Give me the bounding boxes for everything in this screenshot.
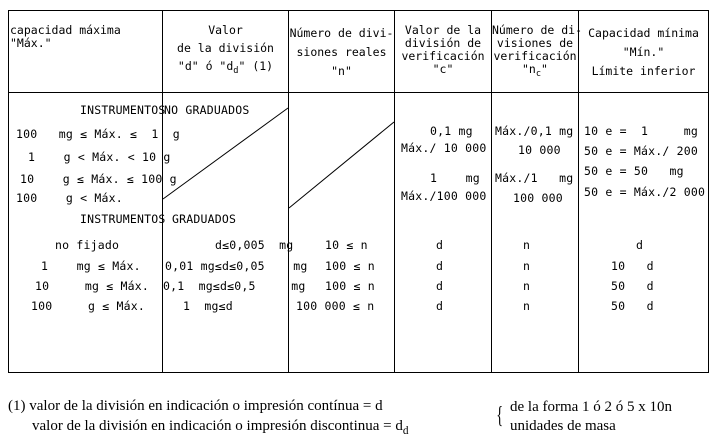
footnote-side-2: unidades de masa	[510, 418, 616, 434]
footnote-line-1: (1) valor de la división en indicación o impresión contínua = d	[8, 398, 383, 414]
g-c-3: d	[436, 299, 444, 313]
footnote-brace: {	[496, 403, 504, 429]
ng-verif-c-2: 1 mg	[430, 171, 480, 185]
section-label-no-graduados-right: NO GRADUADOS	[164, 103, 250, 117]
g-nc-3: n	[523, 299, 531, 313]
section-label-graduados-right: GRADUADOS	[172, 212, 237, 226]
ng-capacidad-3: 100 g < Máx.	[16, 191, 123, 205]
g-min-1: 10 d	[611, 259, 654, 273]
header-valor-verificacion: Valor de la división de verificación "c"	[401, 23, 485, 76]
g-capacidad-1: 1 mg ≤ Máx.	[41, 259, 141, 273]
g-capacidad-0: no fijado	[55, 238, 120, 252]
g-c-0: d	[436, 238, 444, 252]
g-valor-0: d≤0,005 mg	[215, 238, 294, 252]
header-capacidad-maxima: capacidad máxima "Máx."	[10, 23, 121, 50]
ng-capacidad-1: 1 g < Máx. < 10 g	[28, 150, 171, 164]
ng-capacidad-2: 10 g ≤ Máx. ≤ 100 g	[20, 172, 177, 186]
ng-minima-0: 10 e = 1 mg	[584, 124, 698, 138]
ng-minima-2: 50 e = 50 mg	[584, 164, 684, 178]
header-capacidad-minima: Capacidad mínima "Mín." Límite inferior	[588, 26, 699, 78]
g-valor-1: 0,01 mg≤d≤0,05 mg	[165, 259, 308, 273]
footnote-side-1: de la forma 1 ó 2 ó 5 x 10n	[510, 399, 673, 415]
ng-verif-c-0: 0,1 mg	[430, 124, 473, 138]
section-label-no-graduados-left: INSTRUMENTOS	[80, 103, 166, 117]
g-valor-2: 0,1 mg≤d≤0,5 mg	[163, 279, 306, 293]
g-min-3: 50 d	[611, 299, 654, 313]
ng-verif-c-3: Máx./100 000	[401, 189, 487, 203]
g-c-1: d	[436, 259, 444, 273]
ng-verif-n-1: 10 000	[518, 143, 561, 157]
header-numero-divisiones: Número de divi- siones reales "n"	[289, 26, 394, 78]
g-c-2: d	[436, 279, 444, 293]
strike-col3	[289, 122, 394, 208]
g-valor-3: 1 mg≤d	[183, 299, 233, 313]
g-nc-0: n	[523, 238, 531, 252]
footnote-line-2: valor de la división en indicación o impresión discontinua = $d_d$	[32, 418, 409, 437]
g-n-0: 10 ≤ n	[325, 238, 368, 252]
ng-verif-n-0: Máx./0,1 mg	[495, 124, 574, 138]
g-n-2: 100 ≤ n	[325, 279, 375, 293]
header-valor-division: Valor de la división "d" ó "$d_d$" (1)	[177, 23, 274, 77]
ng-verif-c-1: Máx./ 10 000	[401, 141, 487, 155]
g-capacidad-3: 100 g ≤ Máx.	[31, 299, 145, 313]
ng-verif-n-3: 100 000	[513, 191, 563, 205]
ng-minima-1: 50 e = Máx./ 200	[584, 144, 698, 158]
ng-capacidad-0: 100 mg ≤ Máx. ≤ 1 g	[16, 127, 180, 141]
g-nc-2: n	[523, 279, 531, 293]
g-n-1: 100 ≤ n	[325, 259, 375, 273]
ng-minima-3: 50 e = Máx./2 000	[584, 185, 706, 199]
strike-col2	[163, 108, 288, 199]
g-capacidad-2: 10 mg ≤ Máx.	[35, 279, 149, 293]
section-label-graduados-left: INSTRUMENTOS	[80, 212, 166, 226]
g-nc-1: n	[523, 259, 531, 273]
header-divisiones-verificacion: Número de di- visiones de verificación "$n_c$"	[492, 23, 583, 80]
ng-verif-n-2: Máx./1 mg	[495, 171, 574, 185]
g-n-3: 100 000 ≤ n	[296, 299, 375, 313]
g-min-0: d	[636, 238, 644, 252]
g-min-2: 50 d	[611, 279, 654, 293]
